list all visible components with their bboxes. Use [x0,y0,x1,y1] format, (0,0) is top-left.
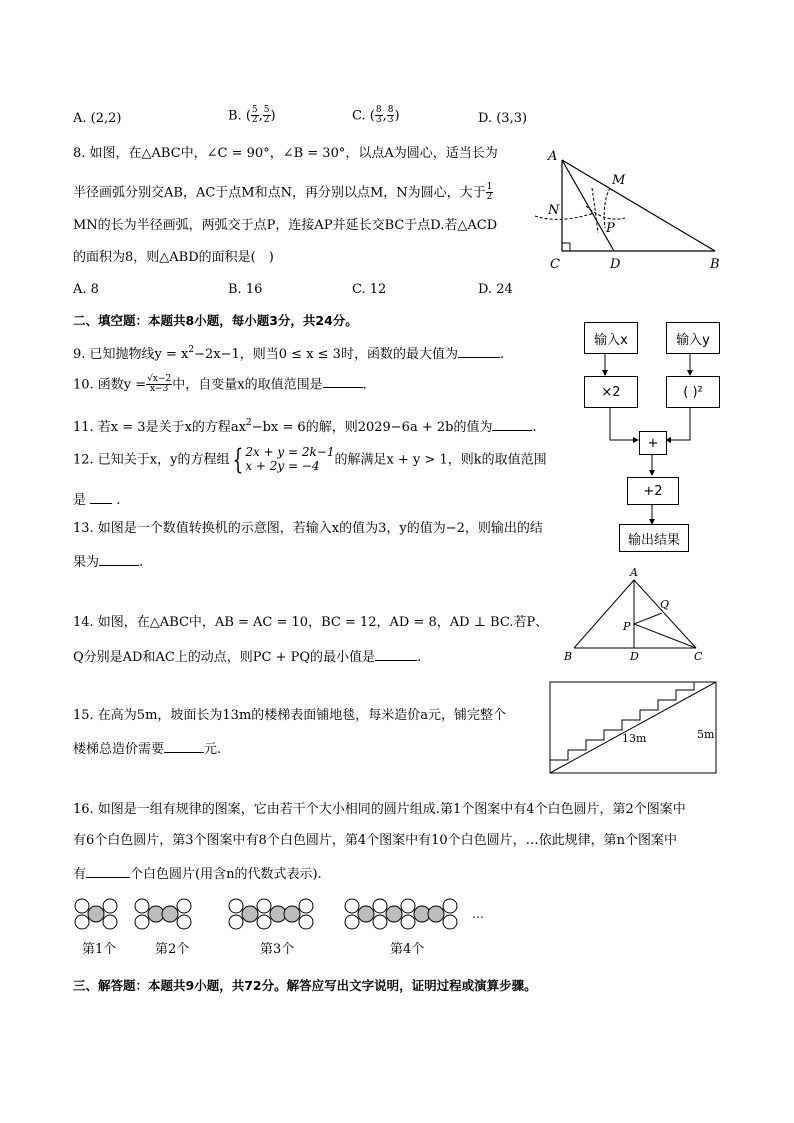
flow-times-two: ×2 [584,376,638,408]
flow-plus: + [639,431,667,455]
q16-line1: 16. 如图是一组有规律的图案，它由若干个大小相同的圆片组成.第1个图案中有4个白色圆片，第2个图案中 [73,802,686,817]
q14-line1: 14. 如图，在△ABC中，AB = AC = 10，BC = 12，AD = 8，AD ⊥ BC.若P、 [73,615,549,630]
q8-line4: 的面积为8，则△ABD的面积是( ) [73,250,274,265]
q13-line1: 13. 如图是一个数值转换机的示意图，若输入x的值为3，y的值为−2，则输出的结 [73,521,543,536]
q15-line1: 15. 在高为5m，坡面长为13m的楼梯表面铺地毯，每米造价a元，铺完整个 [73,708,507,723]
label-c: C [550,257,560,272]
slope-label: 13m [622,732,647,745]
q16-pattern-figure [70,895,500,935]
label-c: C [694,650,703,663]
q11-text: 11. 若x = 3是关于x的方程$ax^2-bx = 6$的解，则2029−6a + 2b的值为 . [73,418,537,435]
q7-option-b: B. ( $\frac{5}{2}$ , $\frac{5}{2}$ ) [228,105,276,126]
q8-option-a: A. 8 [73,282,99,297]
label-d: D [630,650,639,663]
label-p: P [606,221,615,236]
pattern-label-4: 第4个 [390,942,425,957]
pattern-ellipsis: … [472,907,484,921]
q14-triangle-figure [560,566,720,666]
flow-input-x: 输入x [584,322,638,354]
q7-option-c: C. ( $\frac{8}{3}$ , $\frac{8}{3}$ ) [352,105,400,126]
flow-output: 输出结果 [619,524,689,552]
q7-option-d: D. (3,3) [478,111,528,126]
q8-triangle-figure [540,148,730,273]
pattern-2 [135,899,191,929]
label-a: A [548,149,558,164]
label-a: A [630,566,638,579]
label-d: D [610,257,621,272]
q15-line2: 楼梯总造价需要 元. [73,742,222,757]
q10-text: 10. 函数y = $\frac{√x-2}{x-3}$ 中，自变量x的取值范围是 . [73,374,367,395]
label-n: N [548,203,560,218]
pattern-label-2: 第2个 [155,942,190,957]
label-p: P [623,620,631,633]
label-b: B [564,650,573,663]
q16-line2: 有6个白色圆片，第3个图案中有8个白色圆片，第4个图案中有10个白色圆片，…依此规律，第n个图案中 [73,833,677,848]
q12-text: 12. 已知关于x，y的方程组 { 2x + y = 2k−1 x + 2y = −4 的解满足x + y > 1，则k的取值范围 [73,443,547,476]
q8-option-b: B. 16 [228,282,263,297]
label-b: B [710,257,720,272]
q14-line2: Q分别是AD和AC上的动点，则PC + PQ的最小值是 . [73,650,422,665]
section2-heading: 二、填空题：本题共8小题，每小题3分，共24分。 [73,313,358,328]
q8-line3: MN的长为半径画弧，两弧交于点P，连接AP并延长交BC于点D.若△ACD [73,218,498,233]
q8-option-c: C. 12 [352,282,387,297]
q13-line2: 果为 . [73,555,144,570]
q12-line2: 是 . [73,493,121,508]
q8-option-d: D. 24 [478,282,513,297]
pattern-4 [345,899,457,929]
q9-text: 9. 已知抛物线$y = x^2-2x-1$，则当0 ≤ x ≤ 3时，函数的最大值为 . [73,345,505,362]
q15-stair-figure [548,680,720,776]
q8-line2: 半径画弧分别交AB，AC于点M和点N，再分别以点M，N为圆心，大于 $\frac{1}{2}$ [73,182,493,203]
label-m: M [612,173,626,188]
flow-square: ( )² [666,376,720,408]
label-q: Q [660,598,670,611]
flow-plus-two: +2 [627,477,679,505]
pattern-label-1: 第1个 [82,942,117,957]
pattern-label-3: 第3个 [260,942,295,957]
q8-line1: 8. 如图，在△ABC中，∠C = 90°，∠B = 30°，以点A为圆心，适当长为 [73,146,498,161]
section3-heading: 三、解答题：本题共9小题，共72分。解答应写出文字说明，证明过程或演算步骤。 [73,978,537,993]
pattern-1 [75,899,117,929]
q16-line3: 有 个白色圆片(用含n的代数式表示). [73,867,322,882]
q7-option-a: A. (2,2) [73,111,122,126]
height-label: 5m [697,728,715,741]
pattern-3 [229,899,313,929]
flow-input-y: 输入y [666,322,720,354]
